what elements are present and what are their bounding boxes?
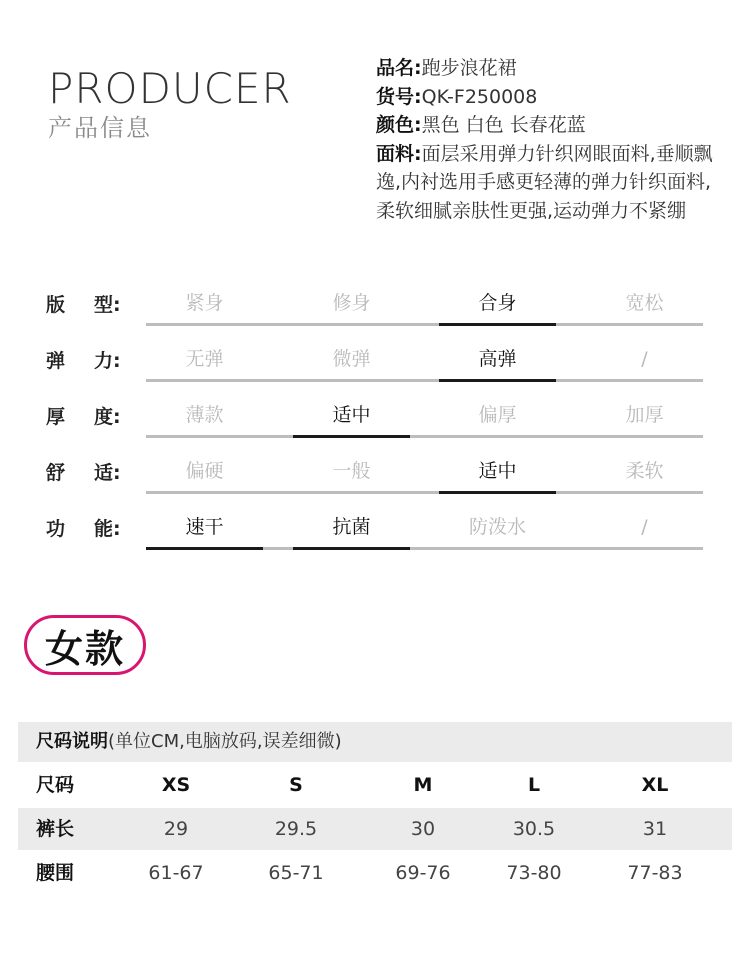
- product-info: [376, 54, 721, 225]
- size-cell: 29: [163, 818, 189, 840]
- attribute-label-char: 适:: [94, 462, 121, 484]
- size-cell: 29.5: [274, 818, 318, 840]
- attribute-divider: [263, 491, 293, 494]
- size-table-row: [18, 852, 732, 894]
- info-fabric: [376, 140, 721, 226]
- attribute-option-label: 宽松: [625, 292, 664, 314]
- attribute-row: [0, 398, 750, 454]
- attribute-option-label: 修身: [332, 292, 371, 314]
- attribute-option-label: 偏硬: [185, 460, 224, 482]
- attribute-option-label: 适中: [478, 460, 517, 482]
- attribute-option-label: 无弹: [185, 348, 224, 370]
- attribute-grid: [0, 286, 750, 566]
- info-name: [376, 54, 721, 83]
- attribute-option-label: 偏厚: [478, 404, 517, 426]
- size-table-caption: [18, 722, 732, 762]
- attribute-divider: [263, 435, 293, 438]
- attribute-option: [293, 286, 410, 326]
- attribute-divider: [556, 547, 586, 550]
- attribute-option: [439, 510, 556, 550]
- attribute-option-bar: [146, 323, 263, 326]
- attribute-option: [439, 342, 556, 382]
- attribute-option-bar: [146, 435, 263, 438]
- attribute-row: [0, 454, 750, 510]
- attribute-option-label: 加厚: [625, 404, 664, 426]
- attribute-option-bar: [586, 323, 703, 326]
- attribute-option-bar: [439, 379, 556, 382]
- size-row-label: 腰围: [36, 862, 75, 884]
- attribute-divider: [410, 491, 439, 494]
- attribute-option-bar: [439, 547, 556, 550]
- attribute-option-label: 紧身: [185, 292, 224, 314]
- attribute-label-char: 功: [46, 518, 66, 540]
- attribute-option: [439, 454, 556, 494]
- attribute-label-char: 厚: [46, 406, 66, 428]
- attribute-option-bar: [293, 323, 410, 326]
- attribute-option-bar: [293, 547, 410, 550]
- attribute-label-char: 型:: [94, 294, 121, 316]
- attribute-label-char: 版: [46, 294, 66, 316]
- attribute-option-bar: [293, 491, 410, 494]
- attribute-label-char: 弹: [46, 350, 66, 372]
- attribute-option: [439, 286, 556, 326]
- attribute-row: [0, 342, 750, 398]
- attribute-divider: [556, 491, 586, 494]
- caption-key: 尺码说明: [36, 731, 108, 752]
- attribute-option: [293, 342, 410, 382]
- size-row-label: 尺码: [36, 774, 75, 796]
- size-cell: 73-80: [506, 862, 562, 884]
- attribute-option-bar: [146, 379, 263, 382]
- size-cell: 30: [410, 818, 436, 840]
- attribute-option-bar: [586, 435, 703, 438]
- attribute-option-bar: [586, 491, 703, 494]
- attribute-label-char: 度:: [94, 406, 121, 428]
- attribute-row: [0, 286, 750, 342]
- size-cell: XS: [161, 774, 191, 796]
- attribute-option-label: 速干: [185, 516, 224, 538]
- attribute-option: [586, 342, 703, 382]
- attribute-divider: [263, 379, 293, 382]
- attribute-option: [146, 454, 263, 494]
- caption-note: (单位CM,电脑放码,误差细微): [108, 731, 342, 752]
- womens-badge: 女款: [24, 615, 146, 675]
- attribute-option: [293, 398, 410, 438]
- attribute-option-bar: [586, 379, 703, 382]
- attribute-option: [146, 342, 263, 382]
- info-key: 颜色:: [376, 114, 422, 136]
- size-cell: 65-71: [268, 862, 324, 884]
- attribute-option: [586, 510, 703, 550]
- attribute-option: [146, 510, 263, 550]
- attribute-row: [0, 510, 750, 566]
- attribute-option: [586, 286, 703, 326]
- attribute-option-label: 薄款: [185, 404, 224, 426]
- attribute-option-label: 高弹: [478, 348, 517, 370]
- producer-title: PRODUCER: [48, 64, 292, 113]
- size-cell: XL: [641, 774, 669, 796]
- size-cell: 69-76: [395, 862, 451, 884]
- attribute-divider: [556, 323, 586, 326]
- attribute-option-label: 防泼水: [468, 516, 526, 538]
- size-cell: S: [289, 774, 303, 796]
- attribute-option-bar: [439, 323, 556, 326]
- attribute-option-bar: [146, 547, 263, 550]
- size-table: [18, 722, 732, 894]
- attribute-divider: [410, 379, 439, 382]
- size-table-row: [18, 808, 732, 850]
- producer-subtitle: 产品信息: [48, 114, 152, 142]
- attribute-option: [293, 510, 410, 550]
- attribute-label-char: 能:: [94, 518, 121, 540]
- attribute-option-label: 一般: [332, 460, 371, 482]
- attribute-option: [146, 286, 263, 326]
- attribute-option-bar: [146, 491, 263, 494]
- attribute-divider: [556, 435, 586, 438]
- attribute-divider: [263, 323, 293, 326]
- info-color: [376, 111, 721, 140]
- size-cell: 77-83: [627, 862, 683, 884]
- attribute-option-label: /: [641, 348, 648, 370]
- info-value: QK-F250008: [421, 85, 538, 108]
- attribute-option-label: 合身: [478, 292, 517, 314]
- attribute-option: [293, 454, 410, 494]
- info-value: 面层采用弹力针织网眼面料,垂顺飘逸,内衬选用手感更轻薄的弹力针织面料,柔软细腻亲肤性更强,运动弹力不紧绷: [376, 142, 713, 222]
- size-cell: 30.5: [512, 818, 556, 840]
- attribute-option: [439, 398, 556, 438]
- attribute-divider: [263, 547, 293, 550]
- attribute-option-label: 柔软: [625, 460, 664, 482]
- attribute-option-bar: [439, 491, 556, 494]
- attribute-option-bar: [586, 547, 703, 550]
- size-table-row: [18, 764, 732, 806]
- attribute-option-label: 适中: [332, 404, 371, 426]
- info-key: 货号:: [376, 85, 422, 108]
- attribute-label-char: 力:: [94, 350, 121, 372]
- attribute-label-char: 舒: [46, 462, 66, 484]
- attribute-option: [586, 454, 703, 494]
- attribute-option-label: 抗菌: [332, 516, 371, 538]
- info-value: 黑色 白色 长春花蓝: [421, 114, 586, 136]
- attribute-option-bar: [293, 435, 410, 438]
- attribute-option: [146, 398, 263, 438]
- attribute-divider: [556, 379, 586, 382]
- info-key: 品名:: [376, 57, 422, 79]
- size-cell: L: [527, 774, 541, 796]
- attribute-option-bar: [293, 379, 410, 382]
- attribute-option: [586, 398, 703, 438]
- attribute-divider: [410, 547, 439, 550]
- attribute-divider: [410, 435, 439, 438]
- attribute-option-label: /: [641, 516, 648, 538]
- attribute-divider: [410, 323, 439, 326]
- size-cell: M: [413, 774, 433, 796]
- size-cell: 61-67: [148, 862, 204, 884]
- attribute-option-label: 微弹: [332, 348, 371, 370]
- info-value: 跑步浪花裙: [421, 57, 517, 79]
- info-sku: [376, 83, 721, 112]
- attribute-option-bar: [439, 435, 556, 438]
- size-cell: 31: [642, 818, 668, 840]
- size-row-label: 裤长: [36, 818, 75, 840]
- info-key: 面料:: [376, 142, 422, 165]
